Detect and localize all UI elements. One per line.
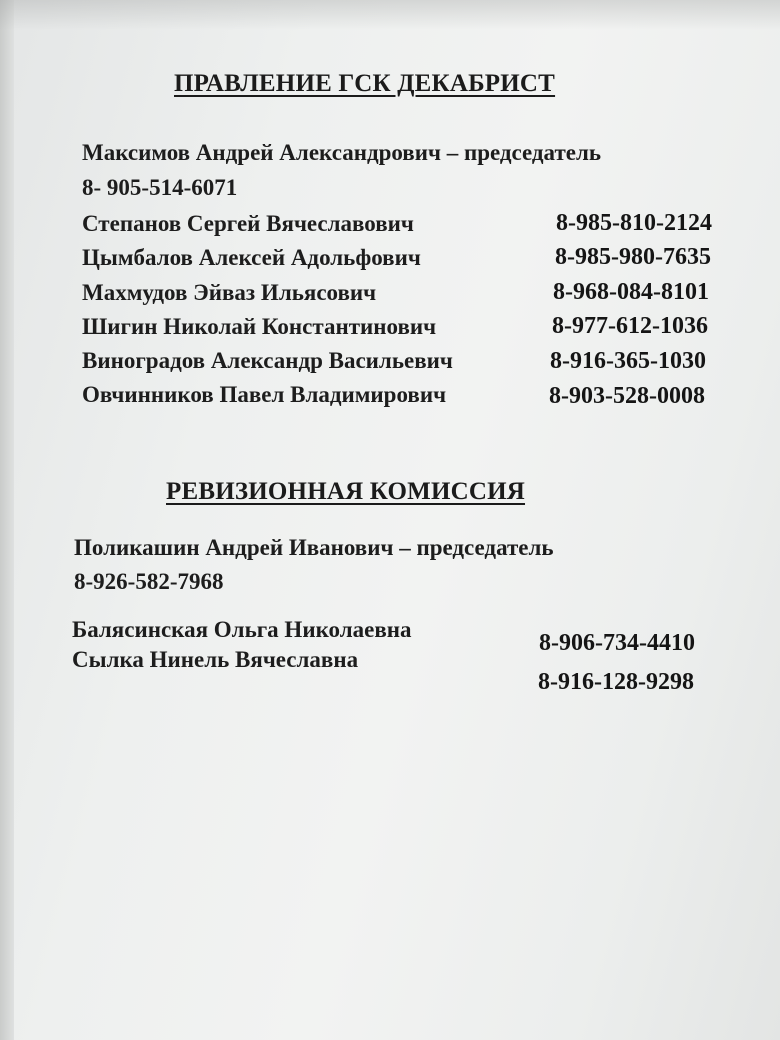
audit-member-phone: 8-916-128-9298	[538, 669, 694, 695]
board-member-phone: 8-985-980-7635	[555, 244, 711, 270]
board-member-name: Шигин Николай Константинович	[82, 314, 437, 339]
board-member-name: Степанов Сергей Вячеславович	[82, 211, 414, 236]
board-member-phone: 8-903-528-0008	[549, 383, 705, 409]
board-member-phone: 8-977-612-1036	[552, 313, 708, 339]
paper-edge-shadow	[0, 0, 14, 1040]
board-member-name: Виноградов Александр Васильевич	[82, 348, 453, 373]
audit-member-phone: 8-906-734-4410	[539, 630, 695, 656]
audit-member-name: Балясинская Ольга Николаевна	[72, 617, 412, 642]
board-member-phone: 8-968-084-8101	[553, 279, 709, 305]
board-chair-line: Максимов Андрей Александрович – председатель	[82, 140, 602, 165]
audit-heading: РЕВИЗИОННАЯ КОМИССИЯ	[166, 478, 526, 505]
audit-member-name: Сылка Нинель Вячеславна	[72, 647, 359, 672]
board-member-phone: 8-985-810-2124	[556, 210, 712, 236]
board-member-name: Махмудов Эйваз Ильясович	[82, 280, 377, 305]
board-chair-phone: 8- 905-514-6071	[82, 175, 238, 200]
audit-chair-line: Поликашин Андрей Иванович – председатель	[74, 535, 554, 560]
audit-chair-phone: 8-926-582-7968	[74, 569, 224, 594]
board-member-phone: 8-916-365-1030	[550, 348, 706, 374]
board-member-name: Цымбалов Алексей Адольфович	[82, 245, 421, 270]
board-heading: ПРАВЛЕНИЕ ГСК ДЕКАБРИСТ	[174, 70, 556, 97]
paper-top-shadow	[0, 0, 780, 30]
board-member-name: Овчинников Павел Владимирович	[82, 382, 447, 407]
